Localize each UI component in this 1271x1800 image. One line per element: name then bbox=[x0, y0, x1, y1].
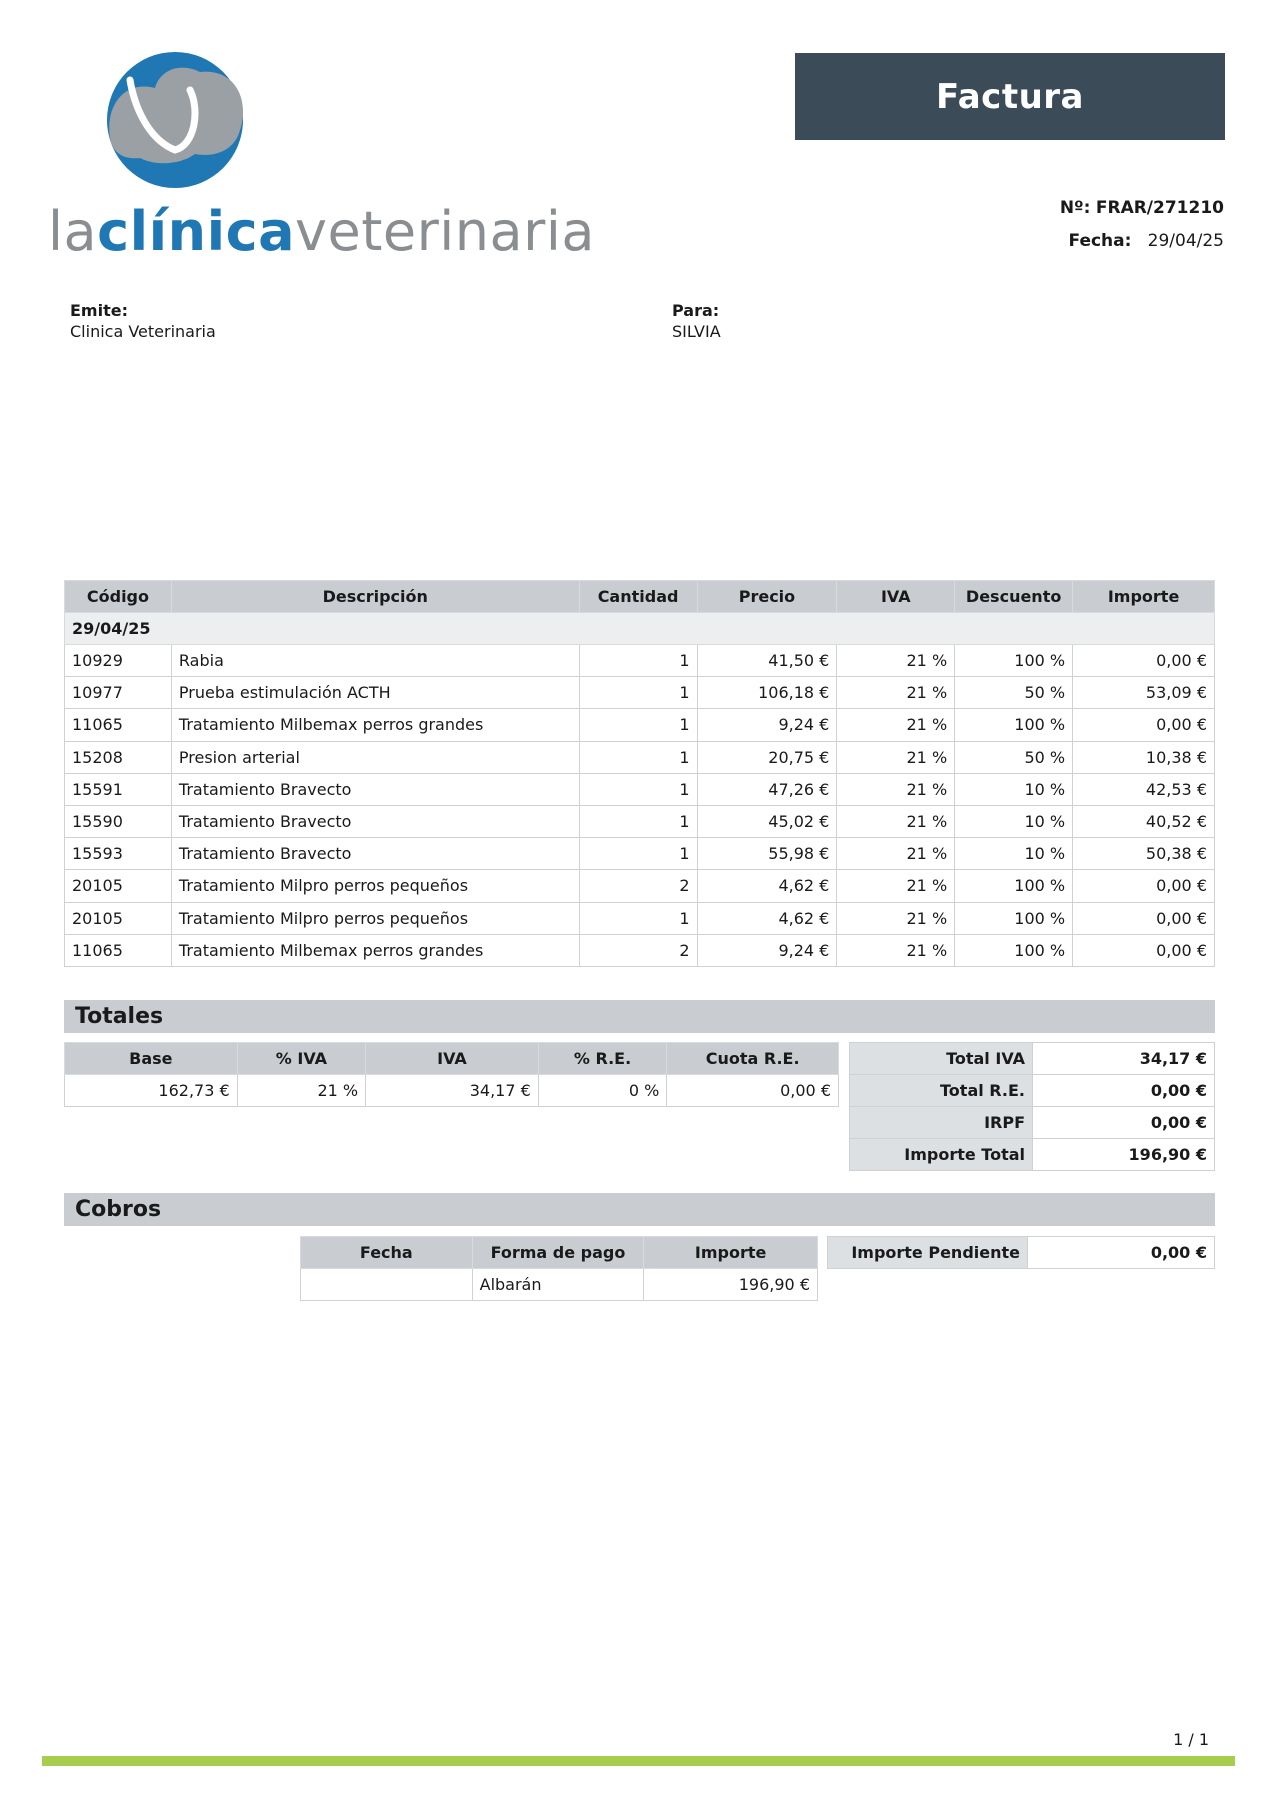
table-row bbox=[65, 645, 1215, 677]
item-code: 11065 bbox=[65, 934, 172, 966]
item-price: 106,18 € bbox=[697, 677, 837, 709]
irpf-value: 0,00 € bbox=[1033, 1107, 1215, 1139]
item-quantity: 2 bbox=[579, 870, 697, 902]
pending-label: Importe Pendiente bbox=[828, 1237, 1028, 1269]
item-code: 10977 bbox=[65, 677, 172, 709]
item-amount: 0,00 € bbox=[1073, 902, 1215, 934]
item-quantity: 1 bbox=[579, 709, 697, 741]
item-discount: 50 % bbox=[955, 677, 1073, 709]
item-amount: 0,00 € bbox=[1073, 870, 1215, 902]
total-re-value: 0,00 € bbox=[1033, 1075, 1215, 1107]
importe-total-label: Importe Total bbox=[850, 1139, 1033, 1171]
item-iva: 21 % bbox=[837, 773, 955, 805]
item-price: 47,26 € bbox=[697, 773, 837, 805]
item-price: 4,62 € bbox=[697, 902, 837, 934]
item-quantity: 1 bbox=[579, 677, 697, 709]
invoice-date: Fecha: 29/04/25 bbox=[1068, 231, 1224, 251]
item-quantity: 1 bbox=[579, 741, 697, 773]
group-date: 29/04/25 bbox=[65, 613, 1215, 645]
importe-total-value: 196,90 € bbox=[1033, 1139, 1215, 1171]
tax-header-row bbox=[65, 1043, 839, 1075]
item-discount: 10 % bbox=[955, 838, 1073, 870]
item-discount: 100 % bbox=[955, 870, 1073, 902]
irpf-label: IRPF bbox=[850, 1107, 1033, 1139]
item-price: 45,02 € bbox=[697, 805, 837, 837]
item-amount: 40,52 € bbox=[1073, 805, 1215, 837]
item-amount: 0,00 € bbox=[1073, 645, 1215, 677]
item-iva: 21 % bbox=[837, 934, 955, 966]
recipient-name: SILVIA bbox=[672, 322, 721, 341]
item-quantity: 1 bbox=[579, 902, 697, 934]
col-forma-pago: Forma de pago bbox=[472, 1237, 644, 1269]
items-table bbox=[64, 580, 1215, 967]
cobros-title: Cobros bbox=[64, 1193, 1215, 1226]
col-importe-cobro: Importe bbox=[644, 1237, 818, 1269]
item-iva: 21 % bbox=[837, 838, 955, 870]
item-discount: 100 % bbox=[955, 934, 1073, 966]
item-code: 15208 bbox=[65, 741, 172, 773]
item-price: 4,62 € bbox=[697, 870, 837, 902]
item-amount: 0,00 € bbox=[1073, 709, 1215, 741]
item-discount: 100 % bbox=[955, 902, 1073, 934]
item-code: 20105 bbox=[65, 902, 172, 934]
table-row bbox=[65, 1075, 839, 1107]
item-price: 41,50 € bbox=[697, 645, 837, 677]
item-description: Prueba estimulación ACTH bbox=[171, 677, 579, 709]
table-row bbox=[850, 1107, 1215, 1139]
item-price: 55,98 € bbox=[697, 838, 837, 870]
table-row bbox=[850, 1075, 1215, 1107]
item-code: 15591 bbox=[65, 773, 172, 805]
item-code: 15593 bbox=[65, 838, 172, 870]
item-code: 11065 bbox=[65, 709, 172, 741]
totales-title: Totales bbox=[64, 1000, 1215, 1033]
item-iva: 21 % bbox=[837, 741, 955, 773]
col-pct-re: % R.E. bbox=[538, 1043, 666, 1075]
item-description: Tratamiento Milpro perros pequeños bbox=[171, 902, 579, 934]
item-price: 9,24 € bbox=[697, 934, 837, 966]
col-codigo: Código bbox=[65, 581, 172, 613]
payments-table bbox=[300, 1236, 818, 1301]
recipient-label: Para: bbox=[672, 301, 720, 320]
tax-breakdown-table bbox=[64, 1042, 839, 1107]
item-discount: 100 % bbox=[955, 645, 1073, 677]
table-row bbox=[850, 1043, 1215, 1075]
pct-iva-value: 21 % bbox=[237, 1075, 365, 1107]
table-row bbox=[65, 870, 1215, 902]
item-description: Tratamiento Milpro perros pequeños bbox=[171, 870, 579, 902]
item-discount: 10 % bbox=[955, 773, 1073, 805]
item-discount: 100 % bbox=[955, 709, 1073, 741]
item-iva: 21 % bbox=[837, 709, 955, 741]
table-row bbox=[65, 934, 1215, 966]
total-iva-value: 34,17 € bbox=[1033, 1043, 1215, 1075]
item-amount: 10,38 € bbox=[1073, 741, 1215, 773]
emitter-name: Clinica Veterinaria bbox=[70, 322, 216, 341]
pending-value: 0,00 € bbox=[1028, 1237, 1215, 1269]
table-row bbox=[65, 902, 1215, 934]
invoice-title: Factura bbox=[795, 53, 1225, 140]
col-pct-iva: % IVA bbox=[237, 1043, 365, 1075]
table-row bbox=[65, 741, 1215, 773]
col-iva: IVA bbox=[837, 581, 955, 613]
table-row bbox=[65, 773, 1215, 805]
group-date-row bbox=[65, 613, 1215, 645]
totals-summary-table bbox=[849, 1042, 1215, 1171]
table-row bbox=[65, 805, 1215, 837]
item-quantity: 1 bbox=[579, 645, 697, 677]
col-cantidad: Cantidad bbox=[579, 581, 697, 613]
item-description: Tratamiento Milbemax perros grandes bbox=[171, 934, 579, 966]
col-base: Base bbox=[65, 1043, 238, 1075]
table-row bbox=[65, 838, 1215, 870]
payment-date bbox=[301, 1269, 473, 1301]
emitter-label: Emite: bbox=[70, 301, 128, 320]
col-cuota-re: Cuota R.E. bbox=[667, 1043, 839, 1075]
table-row bbox=[65, 677, 1215, 709]
total-iva-label: Total IVA bbox=[850, 1043, 1033, 1075]
pct-re-value: 0 % bbox=[538, 1075, 666, 1107]
item-amount: 0,00 € bbox=[1073, 934, 1215, 966]
item-code: 15590 bbox=[65, 805, 172, 837]
payment-method: Albarán bbox=[472, 1269, 644, 1301]
item-iva: 21 % bbox=[837, 902, 955, 934]
base-value: 162,73 € bbox=[65, 1075, 238, 1107]
item-description: Tratamiento Bravecto bbox=[171, 773, 579, 805]
item-description: Tratamiento Bravecto bbox=[171, 838, 579, 870]
item-description: Presion arterial bbox=[171, 741, 579, 773]
table-row bbox=[65, 709, 1215, 741]
col-importe: Importe bbox=[1073, 581, 1215, 613]
table-row bbox=[828, 1237, 1215, 1269]
clinic-logo-icon bbox=[100, 50, 250, 190]
col-iva-amount: IVA bbox=[366, 1043, 539, 1075]
item-discount: 50 % bbox=[955, 741, 1073, 773]
item-description: Tratamiento Milbemax perros grandes bbox=[171, 709, 579, 741]
table-row bbox=[301, 1269, 818, 1301]
clinic-wordmark: laclínicaveterinaria bbox=[48, 200, 595, 263]
item-amount: 50,38 € bbox=[1073, 838, 1215, 870]
item-description: Tratamiento Bravecto bbox=[171, 805, 579, 837]
items-header-row bbox=[65, 581, 1215, 613]
item-iva: 21 % bbox=[837, 645, 955, 677]
cuota-re-value: 0,00 € bbox=[667, 1075, 839, 1107]
item-iva: 21 % bbox=[837, 677, 955, 709]
col-descripcion: Descripción bbox=[171, 581, 579, 613]
invoice-number: Nº: FRAR/271210 bbox=[1059, 198, 1224, 218]
col-precio: Precio bbox=[697, 581, 837, 613]
payment-amount: 196,90 € bbox=[644, 1269, 818, 1301]
item-price: 9,24 € bbox=[697, 709, 837, 741]
col-descuento: Descuento bbox=[955, 581, 1073, 613]
item-quantity: 1 bbox=[579, 838, 697, 870]
footer-accent-bar bbox=[42, 1756, 1235, 1766]
item-code: 10929 bbox=[65, 645, 172, 677]
item-amount: 53,09 € bbox=[1073, 677, 1215, 709]
iva-value: 34,17 € bbox=[366, 1075, 539, 1107]
item-quantity: 1 bbox=[579, 805, 697, 837]
item-iva: 21 % bbox=[837, 805, 955, 837]
item-price: 20,75 € bbox=[697, 741, 837, 773]
item-code: 20105 bbox=[65, 870, 172, 902]
table-row bbox=[850, 1139, 1215, 1171]
page-number: 1 / 1 bbox=[1173, 1730, 1209, 1749]
item-amount: 42,53 € bbox=[1073, 773, 1215, 805]
item-quantity: 1 bbox=[579, 773, 697, 805]
item-quantity: 2 bbox=[579, 934, 697, 966]
item-discount: 10 % bbox=[955, 805, 1073, 837]
total-re-label: Total R.E. bbox=[850, 1075, 1033, 1107]
payments-header-row bbox=[301, 1237, 818, 1269]
col-fecha: Fecha bbox=[301, 1237, 473, 1269]
pending-table bbox=[827, 1236, 1215, 1269]
item-description: Rabia bbox=[171, 645, 579, 677]
item-iva: 21 % bbox=[837, 870, 955, 902]
